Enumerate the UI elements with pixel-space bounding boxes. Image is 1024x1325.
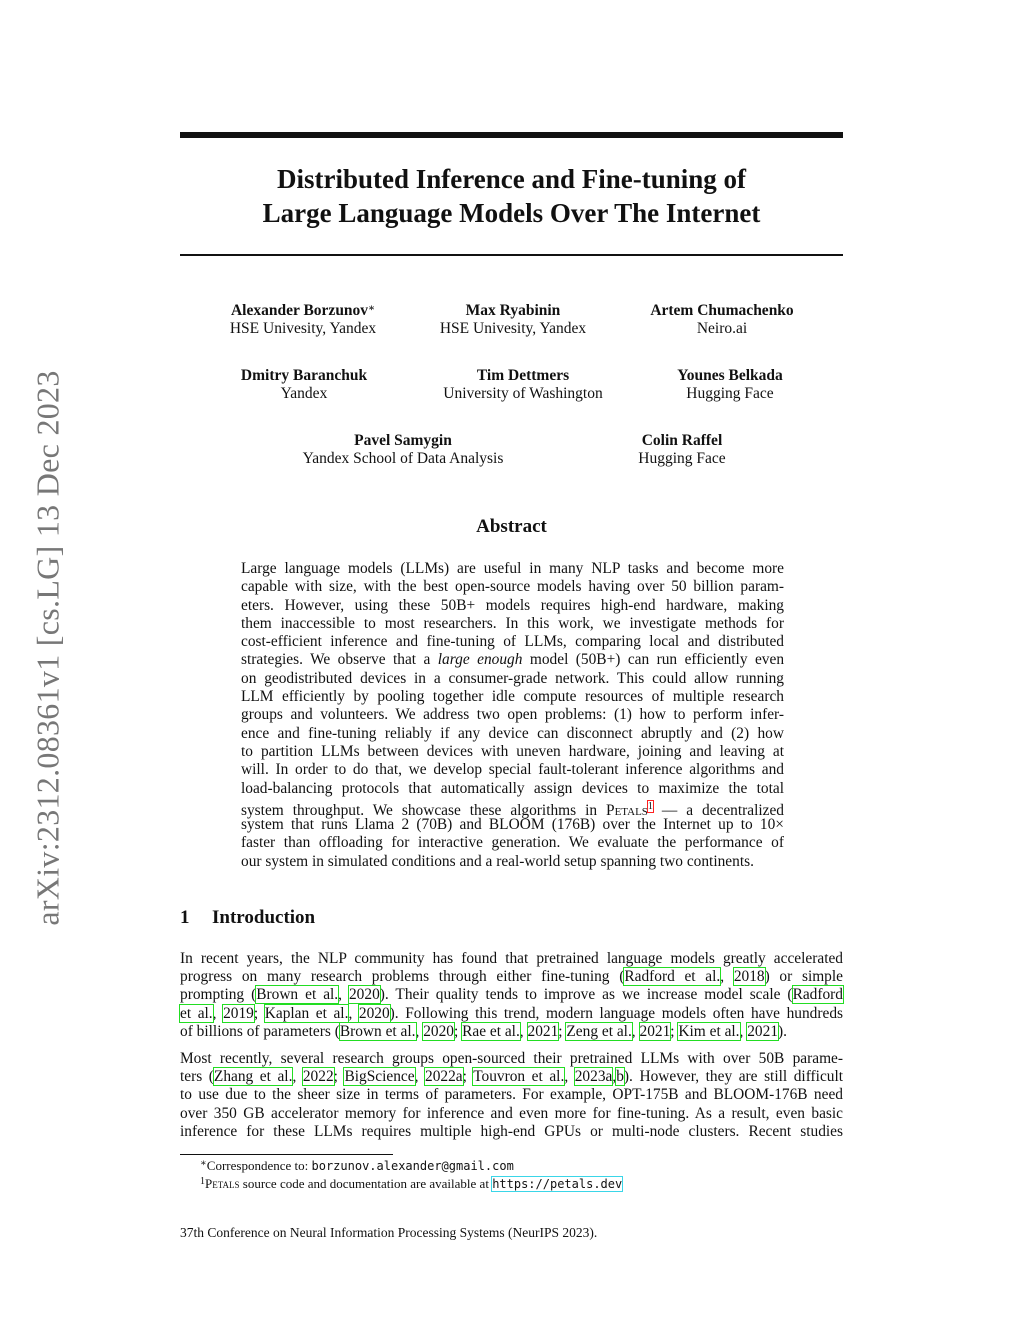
- footnote-correspondence: [200, 1158, 514, 1174]
- paragraph-line: [180, 1023, 843, 1041]
- paragraph-line: [180, 1005, 843, 1023]
- footnote-mark: ∗: [200, 1158, 207, 1169]
- abstract-line: cost-efficient inference and fine-tuning of LLMs, comparing local and distributed: [241, 633, 784, 651]
- author-affiliation: Hugging Face: [638, 450, 726, 467]
- abstract-text: — a decentralized: [652, 801, 785, 819]
- venue-note: 37th Conference on Neural Information Processing Systems (NeurIPS 2023).: [180, 1225, 598, 1240]
- paragraph-text: ,: [564, 1068, 575, 1086]
- paragraph-text: progress on many research problems through either fine-tuning (: [180, 968, 625, 986]
- footnote-text: source code and documentation are available at: [239, 1176, 493, 1191]
- paragraph-text: ,: [519, 1022, 528, 1040]
- paragraph-text: ).: [778, 1022, 787, 1040]
- author-affiliation: Hugging Face: [686, 385, 774, 402]
- section-heading: [180, 907, 315, 929]
- author-block: [638, 432, 725, 468]
- author-affiliation: Yandex: [280, 385, 328, 402]
- paragraph-text: ,: [292, 1068, 303, 1086]
- citation-link[interactable]: Brown et al.: [339, 1022, 416, 1040]
- citation-link[interactable]: b: [616, 1068, 624, 1086]
- author-name: Colin Raffel: [641, 432, 723, 449]
- author-name: Pavel Samygin: [354, 432, 452, 449]
- abstract-line: our system in simulated conditions and a real-world setup spanning two continents.: [241, 852, 754, 870]
- citation-link[interactable]: Zhang et al.: [213, 1068, 293, 1086]
- citation-link[interactable]: 2022a: [425, 1068, 463, 1086]
- paragraph-text: ,: [415, 1022, 424, 1040]
- author-block: [303, 432, 504, 468]
- paragraph-text: prompting (: [180, 986, 257, 1004]
- petals-url-link[interactable]: https://petals.dev: [492, 1177, 623, 1191]
- paragraph-text: ,: [414, 1068, 425, 1086]
- abstract-line: capable with size, with the best open-source models having over 50 billion param-: [241, 578, 784, 596]
- abstract-line: will. In order to do that, we develop special fault-tolerant inference algorithms and: [241, 761, 784, 779]
- paragraph-text: ). However, they are still difficult: [623, 1068, 844, 1086]
- citation-link[interactable]: Touvron et al.: [473, 1068, 565, 1086]
- citation-link[interactable]: 2023a: [574, 1068, 613, 1086]
- citation-link[interactable]: 2019: [223, 1004, 254, 1022]
- citation-link[interactable]: 2021: [527, 1022, 559, 1040]
- paragraph-text: ,: [348, 1004, 359, 1022]
- citation-link[interactable]: Radford et al.: [624, 968, 721, 986]
- author-name: Max Ryabinin: [465, 302, 561, 319]
- paragraph-line: [180, 986, 843, 1004]
- abstract-line: system that runs Llama 2 (70B) and BLOOM (176B) over the Internet up to 10×: [241, 816, 784, 834]
- paragraph-text: ,: [739, 1022, 748, 1040]
- author-block: [440, 302, 586, 338]
- author-affiliation: Neiro.ai: [696, 320, 748, 337]
- section-number: 1: [180, 907, 190, 928]
- petals-name: Petals: [205, 1176, 240, 1191]
- paragraph-text: ,: [212, 1004, 224, 1022]
- citation-link[interactable]: 2018: [733, 968, 765, 986]
- abstract-line: them inaccessible to most researchers. In this work, we investigate methods for: [241, 614, 784, 632]
- title-bottom-rule: [180, 254, 843, 256]
- author-block: [677, 367, 783, 403]
- abstract-line: on geodistributed devices in a consumer-grade network. This could allow running: [241, 669, 784, 687]
- footnote-mark: 1: [200, 1176, 205, 1187]
- citation-link[interactable]: Rae et al.: [462, 1022, 520, 1040]
- title-top-rule: [180, 132, 843, 138]
- paragraph-text: ,: [612, 1068, 617, 1086]
- author-block: [443, 367, 602, 403]
- arxiv-identifier: arXiv:2312.08361v1 [cs.LG] 13 Dec 2023: [29, 370, 66, 926]
- author-affiliation: Yandex School of Data Analysis: [302, 450, 504, 467]
- author-name: Tim Dettmers: [476, 367, 570, 384]
- abstract-text: strategies. We observe that a: [241, 651, 438, 669]
- paragraph-text: ;: [462, 1068, 474, 1086]
- abstract-line: Large language models (LLMs) are useful in many NLP tasks and become more: [241, 560, 784, 577]
- abstract-text: system throughput. We showcase these algorithms in: [241, 801, 607, 819]
- abstract-line: [241, 651, 784, 669]
- abstract-line: ence and fine-tuning reliably if any device can disconnect abruptly and (2) how: [241, 724, 784, 742]
- citation-link[interactable]: Kim et al.: [678, 1022, 740, 1040]
- citation-link[interactable]: 2021: [747, 1022, 779, 1040]
- paragraph-line: In recent years, the NLP community has found that pretrained language models greatly accelerated: [180, 950, 843, 967]
- author-affiliation: University of Washington: [443, 385, 603, 402]
- intro-paragraph-1: [180, 950, 843, 1041]
- author-block: [650, 302, 793, 338]
- author-name: Dmitry Baranchuk: [240, 367, 368, 384]
- petals-name: Petals: [606, 801, 648, 819]
- paragraph-text: ). Their quality tends to improve as we increase model scale (: [379, 986, 793, 1004]
- author-footnote-mark: ∗: [368, 303, 375, 314]
- footnote-link-1[interactable]: 1: [647, 800, 653, 812]
- paragraph-text: ;: [670, 1022, 679, 1040]
- paragraph-line: to use due to the sheer size in terms of parameters. For example, OPT-175B and BLOOM-176B need: [180, 1086, 843, 1104]
- citation-link[interactable]: 2020: [348, 986, 380, 1004]
- author-block: [241, 367, 367, 403]
- abstract-line: LLM efficiently by pooling together idle compute resources of multiple research: [241, 688, 784, 706]
- abstract-line: eters. However, using these 50B+ models requires high-end hardware, making: [241, 596, 784, 614]
- paragraph-text: ;: [333, 1068, 345, 1086]
- citation-link[interactable]: 2020: [423, 1022, 454, 1040]
- abstract-line: [241, 798, 785, 819]
- author-name: Younes Belkada: [677, 367, 783, 384]
- footnote-petals: [200, 1176, 622, 1192]
- paragraph-text: ;: [558, 1022, 567, 1040]
- section-title: Introduction: [212, 907, 316, 928]
- paragraph-text: ;: [453, 1022, 463, 1040]
- author-block: [230, 302, 376, 338]
- paragraph-text: ;: [253, 1004, 265, 1022]
- citation-link[interactable]: BigScience: [344, 1068, 415, 1086]
- abstract-text: model (50B+) can run efficiently even: [522, 651, 785, 669]
- citation-link[interactable]: Kaplan et al.: [264, 1004, 349, 1022]
- abstract-line: faster than offloading for interactive generation. We evaluate the performance of: [241, 834, 784, 852]
- paragraph-line: Most recently, several research groups open-sourced their pretrained LLMs with over 50B parame-: [180, 1050, 843, 1067]
- citation-link[interactable]: Zeng et al.: [566, 1022, 632, 1040]
- author-affiliation: HSE Univesity, Yandex: [439, 320, 587, 337]
- correspondence-email: borzunov.alexander@gmail.com: [311, 1159, 514, 1173]
- title-line-1: Distributed Inference and Fine-tuning of: [276, 164, 747, 194]
- footnote-rule: [180, 1154, 393, 1155]
- paragraph-line: inference for these LLMs requires multiple high-end GPUs or multi-node clusters. Recent studies: [180, 1122, 843, 1140]
- abstract-emphasis: large enough: [437, 651, 523, 669]
- abstract-line: load-balancing protocols that automatically assign devices to maximize the total: [241, 779, 784, 797]
- abstract-line: groups and volunteers. We address two open problems: (1) how to perform infer-: [241, 706, 784, 724]
- author-name: Artem Chumachenko: [650, 302, 794, 319]
- paragraph-text: of billions of parameters (: [180, 1022, 340, 1040]
- paragraph-line: [180, 968, 843, 986]
- citation-link[interactable]: Radford: [792, 986, 843, 1004]
- citation-link[interactable]: Brown et al.: [256, 986, 339, 1004]
- title-line-2: Large Language Models Over The Internet: [262, 198, 761, 228]
- abstract-line: to partition LLMs between devices with uneven hardware, joining and leaving at: [241, 742, 784, 760]
- footnote-text: Correspondence to:: [206, 1158, 312, 1173]
- paper-title: [180, 162, 843, 230]
- paragraph-text: ters (: [180, 1068, 214, 1086]
- citation-link[interactable]: 2022: [302, 1068, 334, 1086]
- paragraph-text: ,: [338, 986, 349, 1004]
- paragraph-line: over 350 GB accelerator memory for inference and even more for fine-tuning. As a result, even basic: [180, 1104, 843, 1122]
- citation-link[interactable]: 2021: [639, 1022, 671, 1040]
- paragraph-text: ). Following this trend, modern language models often have hundreds: [389, 1004, 844, 1022]
- paragraph-text: ) or simple: [764, 968, 843, 986]
- intro-paragraph-2: [180, 1050, 843, 1141]
- citation-link[interactable]: et al.: [180, 1004, 213, 1022]
- citation-link[interactable]: 2020: [358, 1004, 390, 1022]
- abstract-body: [241, 560, 784, 871]
- author-affiliation: HSE Univesity, Yandex: [229, 320, 377, 337]
- paragraph-text: ,: [631, 1022, 640, 1040]
- author-name: Alexander Borzunov: [230, 302, 369, 319]
- paragraph-line: [180, 1068, 843, 1086]
- paragraph-text: ,: [720, 968, 734, 986]
- abstract-heading: Abstract: [476, 516, 547, 537]
